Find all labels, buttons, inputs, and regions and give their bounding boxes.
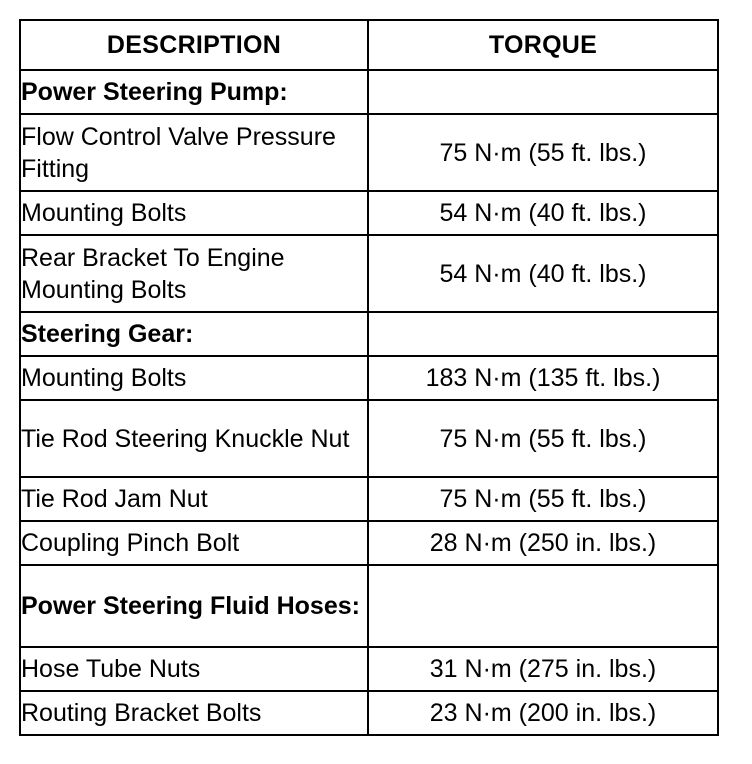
torque-spec-table <box>19 19 719 736</box>
table-row <box>20 400 718 477</box>
torque-value <box>368 565 718 647</box>
table-row <box>20 191 718 235</box>
section-row-power-steering-fluid-hoses <box>20 565 718 647</box>
section-title: Steering Gear: <box>20 312 368 356</box>
table-row <box>20 114 718 191</box>
table-row <box>20 691 718 735</box>
description-cell: Hose Tube Nuts <box>20 647 368 691</box>
description-cell: Tie Rod Steering Knuckle Nut <box>20 400 368 477</box>
torque-value: 75 N·m (55 ft. lbs.) <box>368 400 718 477</box>
table-row <box>20 356 718 400</box>
description-cell: Mounting Bolts <box>20 356 368 400</box>
description-column-header: DESCRIPTION <box>20 20 368 70</box>
description-cell: Coupling Pinch Bolt <box>20 521 368 565</box>
header-row <box>20 20 718 70</box>
torque-value: 28 N·m (250 in. lbs.) <box>368 521 718 565</box>
description-cell: Rear Bracket To Engine Mounting Bolts <box>20 235 368 312</box>
torque-value: 75 N·m (55 ft. lbs.) <box>368 114 718 191</box>
torque-value: 54 N·m (40 ft. lbs.) <box>368 235 718 312</box>
description-cell: Mounting Bolts <box>20 191 368 235</box>
table-row <box>20 477 718 521</box>
torque-value: 54 N·m (40 ft. lbs.) <box>368 191 718 235</box>
section-title: Power Steering Pump: <box>20 70 368 114</box>
section-row-steering-gear <box>20 312 718 356</box>
section-title: Power Steering Fluid Hoses: <box>20 565 368 647</box>
section-row-power-steering-pump <box>20 70 718 114</box>
torque-value: 75 N·m (55 ft. lbs.) <box>368 477 718 521</box>
table-row <box>20 521 718 565</box>
table-row <box>20 647 718 691</box>
torque-value: 23 N·m (200 in. lbs.) <box>368 691 718 735</box>
description-cell: Routing Bracket Bolts <box>20 691 368 735</box>
description-cell: Tie Rod Jam Nut <box>20 477 368 521</box>
torque-value: 31 N·m (275 in. lbs.) <box>368 647 718 691</box>
torque-column-header: TORQUE <box>368 20 718 70</box>
torque-value: 183 N·m (135 ft. lbs.) <box>368 356 718 400</box>
table-row <box>20 235 718 312</box>
description-cell: Flow Control Valve Pressure Fitting <box>20 114 368 191</box>
torque-value <box>368 70 718 114</box>
torque-value <box>368 312 718 356</box>
